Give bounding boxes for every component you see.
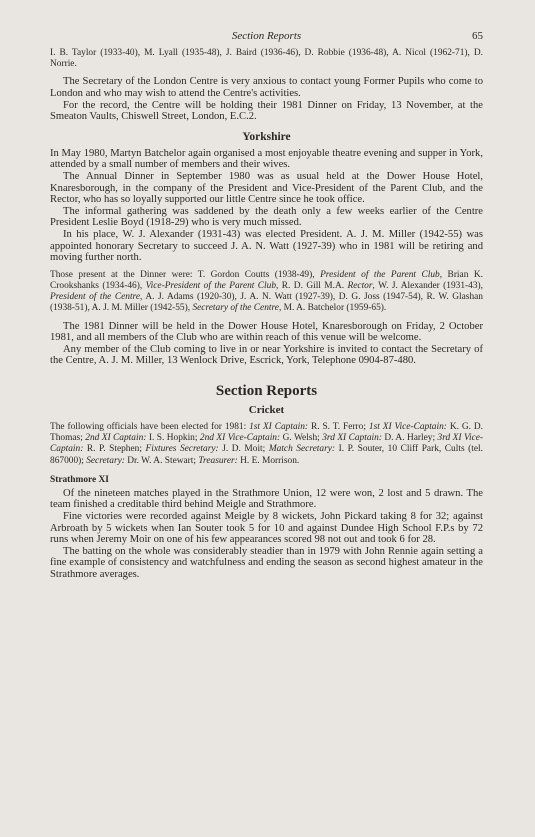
yorkshire-paragraph-3: The informal gathering was saddened by the death only a few weeks earlier of the Centre President Leslie Boyd (1918-29) who is very much missed. [50,205,483,229]
yorkshire-paragraph-2: The Annual Dinner in September 1980 was as usual held at the Dower House Hotel, Knaresborough, in the company of the President and Vice-President of the Parent Club, and the Rector, who has so loyally supported our little Centre since he took office. [50,170,483,206]
running-head-title: Section Reports [231,30,302,42]
strathmore-paragraph-1: Of the nineteen matches played in the Strathmore Union, 12 were won, 2 lost and 5 drawn. The team finished a creditable third behind Meigle and Strathmore. [50,487,483,511]
intro-names: I. B. Taylor (1933-40), M. Lyall (1935-48), J. Baird (1936-46), D. Robbie (1936-48), A. Nicol (1962-71), D. Norrie. [50,48,483,70]
cricket-heading: Cricket [248,403,285,416]
running-head [50,30,483,48]
dinner-attendees: Those present at the Dinner were: T. Gordon Coutts (1938-49), President of the Parent Club, Brian K. Crookshanks (1934-46), Vice-President of the Parent Club, R. D. Gill M.A. Rector, W. J. Alexander (1931-43), President of the Centre, A. J. Adams (1920-30), J. A. N. Watt (1927-39), D. G. Joss (1947-54), R. W. Glashan (1938-51), A. J. M. Miller (1942-55), Secretary of the Centre, M. A. Batchelor (1959-65). [50,269,483,314]
strathmore-paragraph-3: The batting on the whole was considerably steadier than in 1979 with John Rennie again setting a fine example of consistency and watchfulness and ending the season as second highest amateur in the Strathmore averages. [50,545,483,580]
yorkshire-paragraph-1: In May 1980, Martyn Batchelor again organised a most enjoyable theatre evening and supper in York, attended by a small number of members and their wives. [50,147,483,171]
strathmore-heading: Strathmore XI [50,474,109,485]
page-number: 65 [472,30,483,42]
yorkshire-paragraph-4: In his place, W. J. Alexander (1931-43) was elected President. A. J. M. Miller (1942-55) was appointed honorary Secretary to succeed J. A. N. Watt (1927-39) who in 1981 will be retiring and moving further north. [50,228,483,264]
cricket-officials: The following officials have been elected for 1981: 1st XI Captain: R. S. T. Ferro; 1st XI Vice-Captain: K. G. D. Thomas; 2nd XI Captain: I. S. Hopkin; 2nd XI Vice-Captain: G. Welsh; 3rd XI Captain: D. A. Harley; 3rd XI Vice-Captain: R. P. Stephen; Fixtures Secretary: J. D. Moit; Match Secretary: I. P. Souter, 10 Cliff Park, Cults (tel. 867000); Secretary: Dr. W. A. Stewart; Treasurer: H. E. Morrison. [50,421,484,466]
yorkshire-paragraph-6: Any member of the Club coming to live in or near Yorkshire is invited to contact the Secretary of the Centre, A. J. M. Miller, 13 Wenlock Drive, Escrick, York, Telephone 0904-87-480. [50,343,483,367]
intro-paragraph-1: The Secretary of the London Centre is very anxious to contact young Former Pupils who come to London and who may wish to attend the Centre's activities. [50,76,483,99]
intro-paragraph-2: For the record, the Centre will be holding their 1981 Dinner on Friday, 13 November, at the Smeaton Vaults, Chiswell Street, London, E.C.2. [50,99,483,123]
strathmore-paragraph-2: Fine victories were recorded against Meigle by 8 wickets, John Pickard taking 8 for 32; against Arbroath by 5 wickets when Ian Souter took 5 for 10 and against Dundee High School F.P.s by 72 runs when Jeremy Moir on one of his few appearances scored 98 not out and took 6 for 28. [50,510,483,546]
section-reports-heading: Section Reports [215,382,318,399]
yorkshire-heading: Yorkshire [242,130,291,143]
yorkshire-paragraph-5: The 1981 Dinner will be held in the Dower House Hotel, Knaresborough on Friday, 2 October 1981, and all members of the Club who are within reach of this venue will be welcome. [50,320,483,344]
